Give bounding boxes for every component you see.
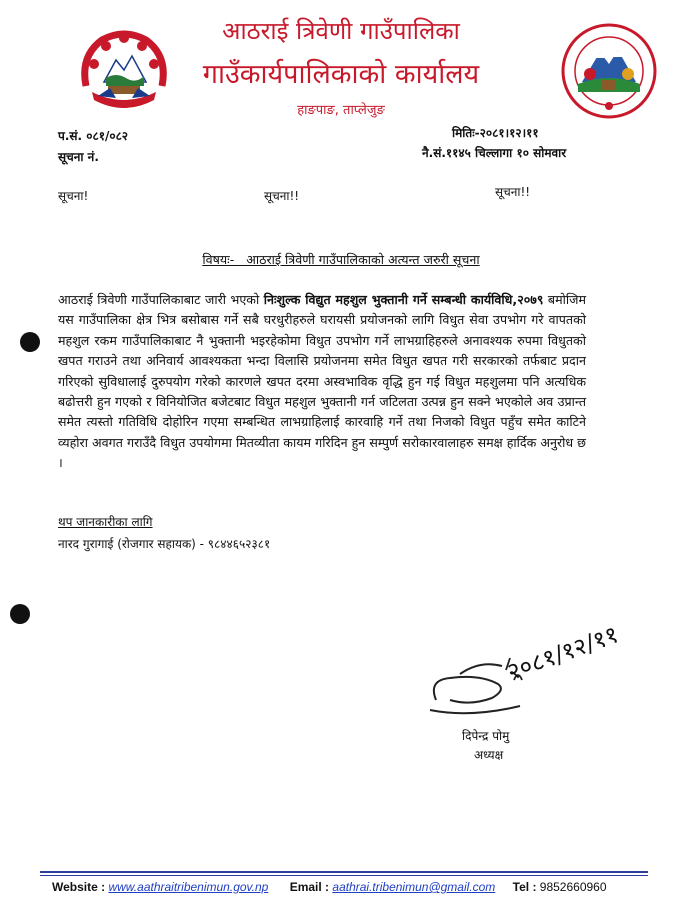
nepal-sambat-date: नै.सं.११४५ चिल्लागा १० सोमवार xyxy=(422,146,567,160)
footer-tel-label: Tel : xyxy=(512,880,537,894)
contact-heading: थप जानकारीका लागि xyxy=(58,515,153,529)
notice-label-left: सूचना! xyxy=(58,189,89,203)
office-name: गाउँकार्यपालिकाको कार्यालय xyxy=(202,59,480,90)
office-location: हाङपाङ, ताप्लेजुङ xyxy=(297,103,385,118)
contact-person: नारद गुरागाई (रोजगार सहायक) - ९८४४६५२३८१ xyxy=(58,537,271,551)
notice-subject: विषयः- आठराई त्रिवेणी गाउँपालिकाको अत्यन्त जरुरी सूचना xyxy=(202,252,480,267)
municipality-name: आठराई त्रिवेणी गाउँपालिका xyxy=(222,17,460,45)
footer-email-label: Email : xyxy=(289,880,330,894)
notice-body-main: बमोजिम यस गाउँपालिका क्षेत्र भित्र बसोबास गर्ने सबै घरधुरीहरुले घरायसी प्रयोजनको लागि विधुत सेवा उपभोग गरे वापतको महशुल रकम गाउँपालिकाबाट नै भुक्तानी भइरहेकोमा विधुत उपभोग गर्ने लाभग्राहिहरुले अनावश्यक रुपमा विधुतको खपत गराउने तथा अनिवार्य आवश्यकता भन्दा विलासि प्रयोजनमा समेत विधुत खपत गरी सरकारको तर्फबाट प्रदान गरिएको सुविधालाई दुरुपयोग गरेको कारणले खपत दरमा अस्वभाविक वृद्धि हुन गई विधुत महशुलमा पनि अत्यधिक बढोत्तरी हुन गएको र विनियोजित बजेटबाट विधुत महशुल भुक्तानी गर्न जटिलता उत्पन्न हुन सक्ने भएकोले अव उप्रान्त समेत त्यस्तो गतिविधि दोहोरिन गएमा सम्बन्धित लाभग्राहिलाई कारवाहि गर्ने तथा निजको विधुत पहुँच समेत काटिने व्यहोरा अवगत गराउँदै विधुत उपयोगमा मितव्यीता कायम गरिदिन हुन सम्पुर्ण सरोकारवालाहरु समक्ष हार्दिक अनुरोध छ । xyxy=(58,292,587,471)
notice-body xyxy=(58,290,586,474)
punch-hole-bottom xyxy=(10,604,30,624)
notice-number: सूचना नं. xyxy=(58,150,99,164)
issue-date: मितिः-२०८१।१२।११ xyxy=(452,126,539,140)
notice-body-procedure-title: निःशुल्क विद्युत महशुल भुक्तानी गर्ने सम्बन्धी कार्यविधि,२०७९ xyxy=(263,292,544,307)
reference-number: प.सं. ०८१/०८२ xyxy=(58,129,129,143)
notice-body-intro: आठराई त्रिवेणी गाउँपालिकाबाट जारी भएको xyxy=(58,292,264,307)
footer-tel-number: 9852660960 xyxy=(539,880,607,894)
signatory-title: अध्यक्ष xyxy=(474,748,504,762)
footer-divider-bottom xyxy=(40,875,648,876)
notice-label-center: सूचना!! xyxy=(264,189,300,203)
punch-hole-top xyxy=(20,332,40,352)
footer-email-link[interactable]: aathrai.tribenimun@gmail.com xyxy=(332,880,496,894)
footer-website-link[interactable]: www.aathraitribenimun.gov.np xyxy=(108,880,269,894)
signatory-name: दिपेन्द्र पोमु xyxy=(462,729,510,743)
handwritten-signature-date: २०८१/१२/११ xyxy=(503,620,622,687)
footer-contact-bar xyxy=(40,880,648,894)
footer-website-label: Website : xyxy=(52,880,106,894)
footer-divider-top xyxy=(40,871,648,873)
notice-label-right: सूचना!! xyxy=(495,185,531,199)
